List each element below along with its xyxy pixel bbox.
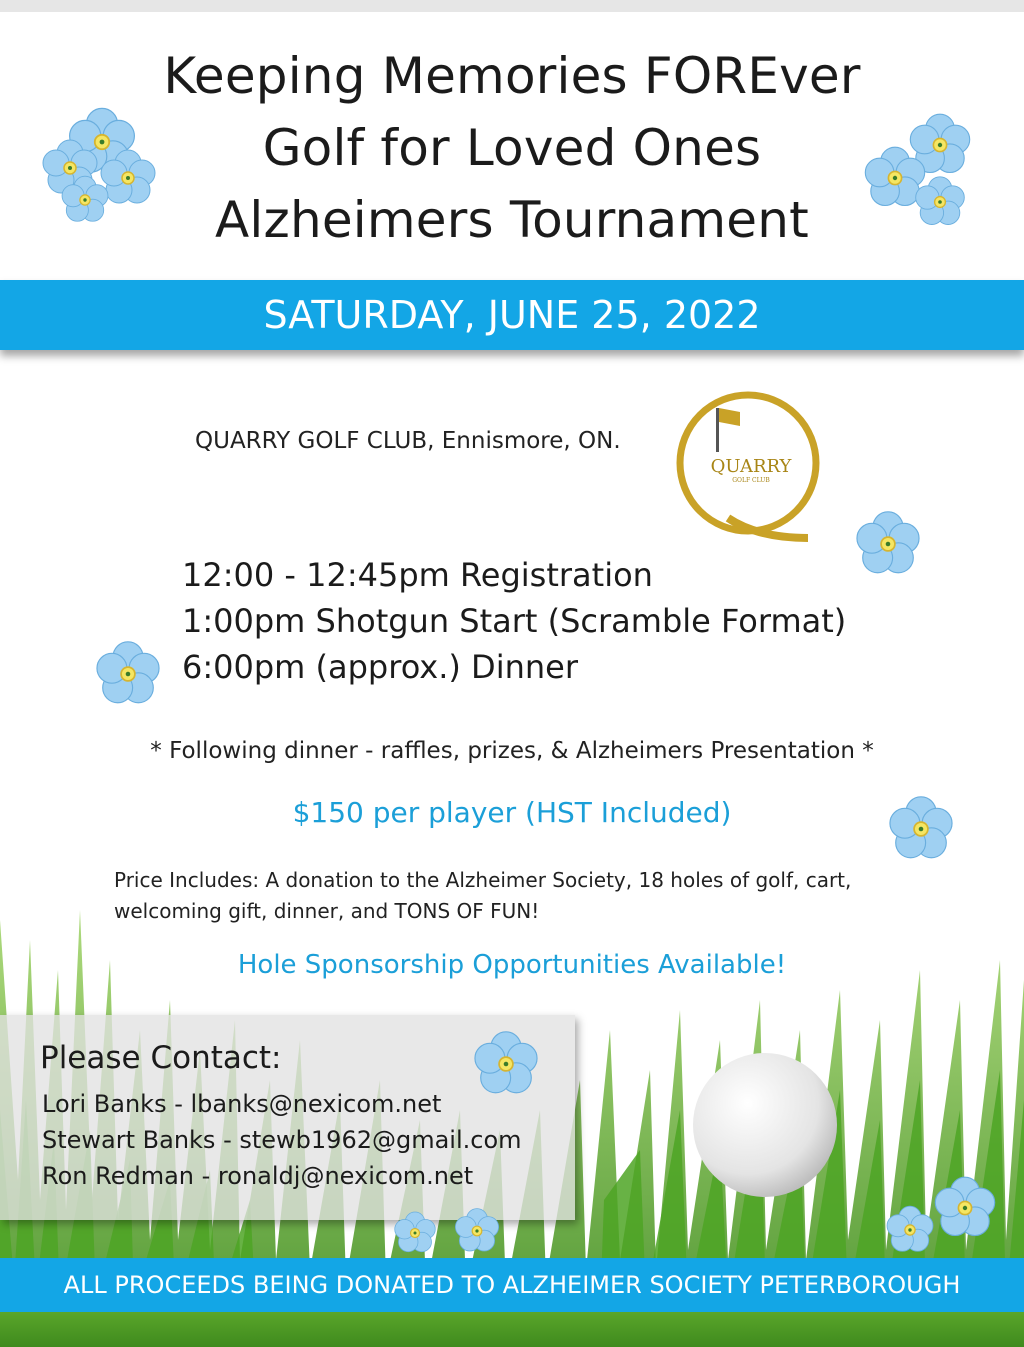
flower-cluster-bottom-icon <box>385 1205 515 1260</box>
flower-cluster-right-icon <box>860 110 990 230</box>
svg-text:GOLF CLUB: GOLF CLUB <box>732 477 770 484</box>
contact-person: Stewart Banks - stewb1962@gmail.com <box>42 1126 522 1154</box>
contact-person: Lori Banks - lbanks@nexicom.net <box>42 1090 442 1118</box>
title-line-3: Alzheimers Tournament <box>215 191 809 249</box>
proceeds-banner: ALL PROCEEDS BEING DONATED TO ALZHEIMER SOCIETY PETERBOROUGH <box>0 1258 1024 1312</box>
schedule-item: 12:00 - 12:45pm Registration <box>182 556 653 594</box>
top-strip <box>0 0 1024 12</box>
flower-icon <box>92 640 164 708</box>
contact-title: Please Contact: <box>40 1040 282 1076</box>
price-includes-text: Price Includes: A donation to the Alzheimer Society, 18 holes of golf, cart, welcoming gift, dinner, and TONS OF FUN! <box>114 868 852 923</box>
bottom-grass <box>0 1312 1024 1347</box>
venue-text: QUARRY GOLF CLUB, Ennismore, ON. <box>195 428 621 454</box>
flower-cluster-bottom-right-icon <box>880 1170 1010 1260</box>
flower-icon <box>852 510 924 578</box>
contact-person: Ron Redman - ronaldj@nexicom.net <box>42 1162 474 1190</box>
quarry-logo-icon <box>668 388 828 548</box>
schedule-item: 6:00pm (approx.) Dinner <box>182 648 578 686</box>
title-line-2: Golf for Loved Ones <box>262 119 762 177</box>
following-dinner-text: * Following dinner - raffles, prizes, & Alzheimers Presentation * <box>150 738 874 764</box>
svg-text:QUARRY: QUARRY <box>710 456 792 477</box>
price-text: $150 per player (HST Included) <box>292 796 732 829</box>
flower-icon <box>885 795 957 863</box>
flower-icon <box>470 1030 542 1098</box>
date-banner: SATURDAY, JUNE 25, 2022 <box>0 280 1024 350</box>
schedule-item: 1:00pm Shotgun Start (Scramble Format) <box>182 602 847 640</box>
schedule <box>182 552 846 690</box>
title-line-1: Keeping Memories FOREver <box>163 47 861 105</box>
golf-ball-icon <box>690 1050 840 1200</box>
sponsorship-text: Hole Sponsorship Opportunities Available! <box>237 950 787 980</box>
flower-cluster-left-icon <box>30 100 160 225</box>
